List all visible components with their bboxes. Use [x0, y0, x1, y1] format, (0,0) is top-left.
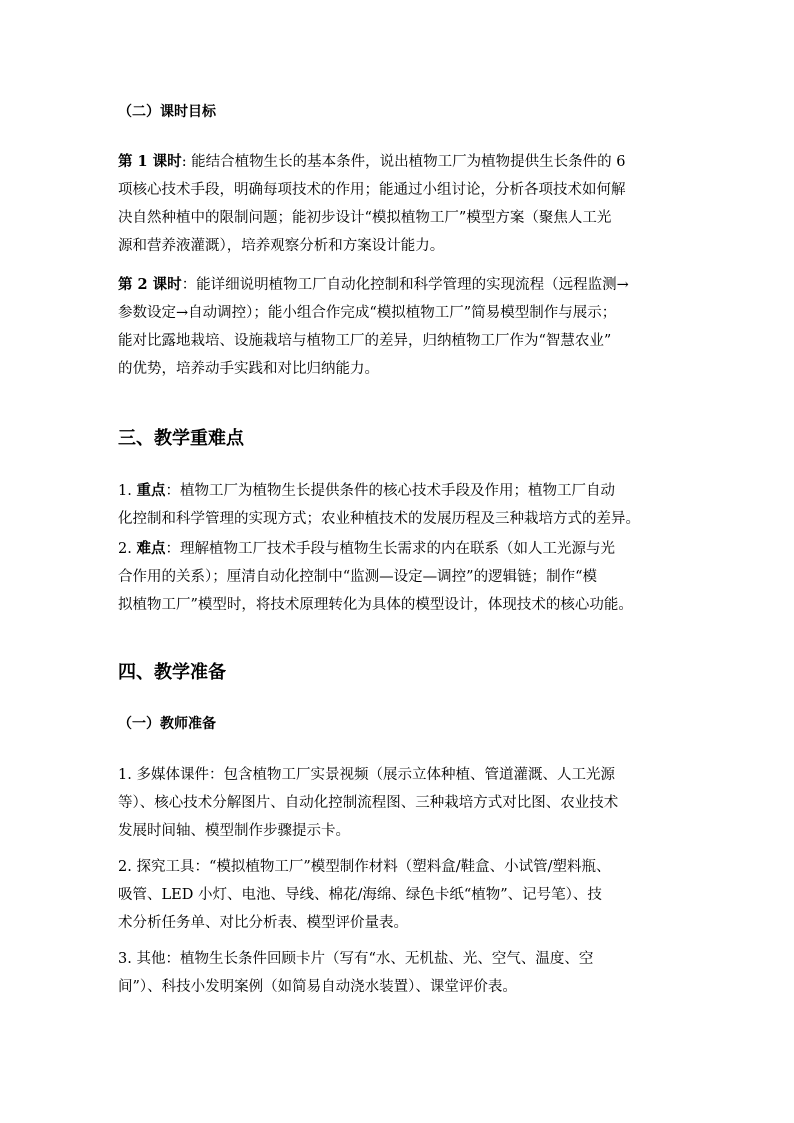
- difficult-point-line-3: 拟植物工厂”模型时，将技术原理转化为具体的模型设计，体现技术的核心功能。: [118, 597, 633, 613]
- lesson2-paragraph: [118, 271, 680, 383]
- difficult-point-text-1: ：理解植物工厂技术手段与植物生长需求的内在联系（如人工光源与光: [165, 541, 615, 557]
- key-point-prefix: 1.: [118, 483, 137, 499]
- key-point-text-1: ：植物工厂为植物生长提供条件的核心技术手段及作用；植物工厂自动: [165, 483, 615, 499]
- lesson1-line-2: 项核心技术手段，明确每项技术的作用；能通过小组讨论，分析各项技术如何解: [118, 182, 626, 198]
- key-point-label: 重点: [136, 482, 166, 499]
- difficult-point-label: 难点: [136, 540, 166, 557]
- key-point-line-2: 化控制和科学管理的实现方式；农业种植技术的发展历程及三种栽培方式的差异。: [118, 511, 640, 527]
- lesson1-label: 第 1 课时: [118, 153, 182, 170]
- lesson1-line-4: 源和营养液灌溉），培养观察分析和方案设计能力。: [118, 238, 445, 254]
- lesson2-label: 第 2 课时: [118, 276, 182, 293]
- lesson2-line-1: [118, 271, 680, 299]
- prep-item-1: [118, 761, 680, 845]
- prep-item-3-line-2: 间”）、科技小发明案例（如简易自动浇水装置）、课堂评价表。: [118, 979, 517, 995]
- lesson2-line-2: 参数设定→自动调控）；能小组合作完成“模拟植物工厂”简易模型制作与展示；: [118, 305, 617, 321]
- prep-item-3-line-1: 3. 其他：植物生长条件回顾卡片（写有“水、无机盐、光、空气、温度、空: [118, 951, 594, 967]
- difficult-point-prefix: 2.: [118, 541, 137, 557]
- difficult-point-paragraph: [118, 535, 680, 619]
- prep-item-2-line-3: 术分析任务单、对比分析表、模型评价量表。: [118, 915, 408, 931]
- goals-heading: （二）课时目标: [118, 104, 216, 120]
- prep-heading: 四、教学准备: [118, 662, 226, 683]
- prep-item-2-line-2: 吸管、LED 小灯、电池、导线、棉花/海绵、绿色卡纸“植物”、记号笔）、技: [118, 887, 602, 903]
- difficult-point-line-2: 合作用的关系）；厘清自动化控制中“监测—设定—调控”的逻辑链；制作“模: [118, 569, 597, 585]
- lesson2-line-4: 的优势，培养动手实践和对比归纳能力。: [118, 361, 379, 377]
- difficult-point-line-1: [118, 535, 680, 563]
- lesson2-line-3: 能对比露地栽培、设施栽培与植物工厂的差异，归纳植物工厂作为“智慧农业”: [118, 333, 612, 349]
- prep-item-2: [118, 853, 680, 937]
- lesson2-text-1: ：能详细说明植物工厂自动化控制和科学管理的实现流程（远程监测→: [181, 277, 629, 293]
- prep-item-1-line-2: 等）、核心技术分解图片、自动化控制流程图、三种栽培方式对比图、农业技术: [118, 795, 619, 811]
- prep-item-2-line-1: 2. 探究工具：“模拟植物工厂”模型制作材料（塑料盒/鞋盒、小试管/塑料瓶、: [118, 859, 611, 875]
- lesson1-paragraph: [118, 148, 680, 260]
- teacher-prep-heading: （一）教师准备: [118, 716, 216, 732]
- lesson1-line-3: 决自然种植中的限制问题；能初步设计“模拟植物工厂”模型方案（聚焦人工光: [118, 210, 612, 226]
- prep-item-1-line-1: 1. 多媒体课件：包含植物工厂实景视频（展示立体种植、管道灌溉、人工光源: [118, 767, 615, 783]
- key-points-heading: 三、教学重难点: [118, 428, 244, 449]
- prep-item-3: [118, 945, 680, 1001]
- key-point-line-1: [118, 477, 680, 505]
- prep-item-1-line-3: 发展时间轴、模型制作步骤提示卡。: [118, 823, 350, 839]
- lesson1-line-1: [118, 148, 680, 176]
- key-point-paragraph: [118, 477, 680, 533]
- lesson1-text-1: : 能结合植物生长的基本条件，说出植物工厂为植物提供生长条件的 6: [181, 154, 626, 170]
